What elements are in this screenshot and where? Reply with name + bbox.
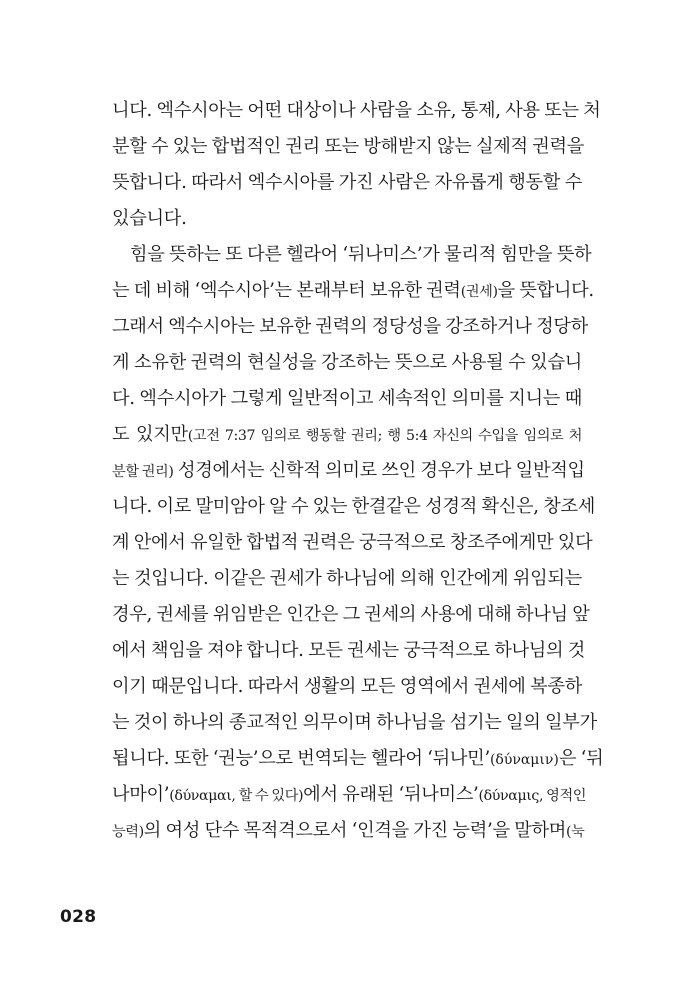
text-line	[112, 129, 585, 165]
text-segment: 분할 수 있는 합법적인 권리 또는 방해받지 않는 실제적 권력을	[112, 136, 585, 157]
text-segment: 나마이’	[112, 784, 170, 805]
text-segment: 을 뜻합니다.	[497, 280, 594, 301]
text-line	[112, 525, 593, 561]
text-segment: 는 데 비해 ‘엑수시아’는 본래부터 보유한 권력	[112, 280, 461, 301]
text-segment: 도 있지만	[112, 424, 188, 445]
text-segment: 힘을 뜻하는 또 다른 헬라어 ‘뒤나미스’가 물리적 힘만을 뜻하	[130, 244, 592, 265]
text-line	[112, 93, 601, 129]
text-segment: 다. 엑수시아가 그렇게 일반적이고 세속적인 의미를 지니는 때	[112, 388, 582, 409]
text-line	[112, 777, 587, 813]
parenthetical-note: 능력)	[112, 824, 144, 840]
text-line	[112, 561, 582, 597]
text-segment: 에서 유래된 ‘뒤나미스’	[303, 784, 479, 805]
text-line	[112, 345, 582, 381]
text-line	[112, 705, 597, 741]
text-segment: 게 소유한 권력의 현실성을 강조하는 뜻으로 사용될 수 있습니	[112, 352, 582, 373]
text-segment: 는 것입니다. 이같은 권세가 하나님에 의해 인간에게 위임되는	[112, 568, 582, 589]
text-line	[112, 669, 582, 705]
page-number: 028	[60, 907, 97, 927]
text-segment: 성경에서는 신학적 의미로 쓰인 경우가 보다 일반적입	[173, 460, 585, 481]
text-line	[112, 633, 586, 669]
text-segment: 는 것이 하나의 종교적인 의무이며 하나님을 섬기는 일의 일부가	[112, 712, 597, 733]
text-line	[112, 813, 585, 849]
text-segment: 이기 때문입니다. 따라서 생활의 모든 영역에서 권세에 복종하	[112, 676, 582, 697]
text-segment: 뜻합니다. 따라서 엑수시아를 가진 사람은 자유롭게 행동할 수	[112, 172, 582, 193]
text-line	[112, 201, 582, 237]
body-text	[112, 93, 604, 849]
text-line	[112, 273, 594, 309]
parenthetical-note: (눅	[566, 824, 585, 840]
text-segment: 은 ‘뒤	[558, 748, 604, 769]
text-segment: 됩니다. 또한 ‘권능’으로 번역되는 헬라어 ‘뒤나민’	[112, 748, 490, 769]
parenthetical-note: (고전 7:37 임의로 행동할 권리; 행 5:4 자신의 수입을 임의로 처	[187, 428, 582, 444]
parenthetical-note: (δύναμις, 영적인	[478, 788, 587, 804]
text-line	[112, 453, 585, 489]
text-line	[112, 597, 590, 633]
text-line	[112, 237, 592, 273]
text-segment: 계 안에서 유일한 합법적 권력은 궁극적으로 창조주에게만 있다	[112, 532, 593, 553]
text-segment: 의 여성 단수 목적격으로서 ‘인격을 가진 능력’을 말하며	[143, 820, 567, 841]
text-segment: 니다. 이로 말미암아 알 수 있는 한결같은 성경적 확신은, 창조세	[112, 496, 596, 517]
text-line	[112, 489, 596, 525]
parenthetical-note: 분할 권리)	[112, 464, 174, 480]
text-segment: 그래서 엑수시아는 보유한 권력의 정당성을 강조하거나 정당하	[112, 316, 588, 337]
text-line	[112, 309, 588, 345]
text-segment: 있습니다.	[112, 208, 187, 229]
text-line	[112, 417, 582, 453]
greek-annotation: (δύναμιν)	[489, 752, 559, 768]
text-line	[112, 165, 582, 201]
parenthetical-note: (권세)	[460, 284, 498, 300]
text-segment: 에서 책임을 져야 합니다. 모든 권세는 궁극적으로 하나님의 것	[112, 640, 586, 661]
text-segment: 경우, 권세를 위임받은 인간은 그 권세의 사용에 대해 하나님 앞	[112, 604, 590, 625]
text-segment: 니다. 엑수시아는 어떤 대상이나 사람을 소유, 통제, 사용 또는 처	[112, 100, 601, 121]
text-line	[112, 381, 582, 417]
parenthetical-note: (δύναμαι, 할 수 있다)	[169, 788, 304, 804]
text-line	[112, 741, 604, 777]
